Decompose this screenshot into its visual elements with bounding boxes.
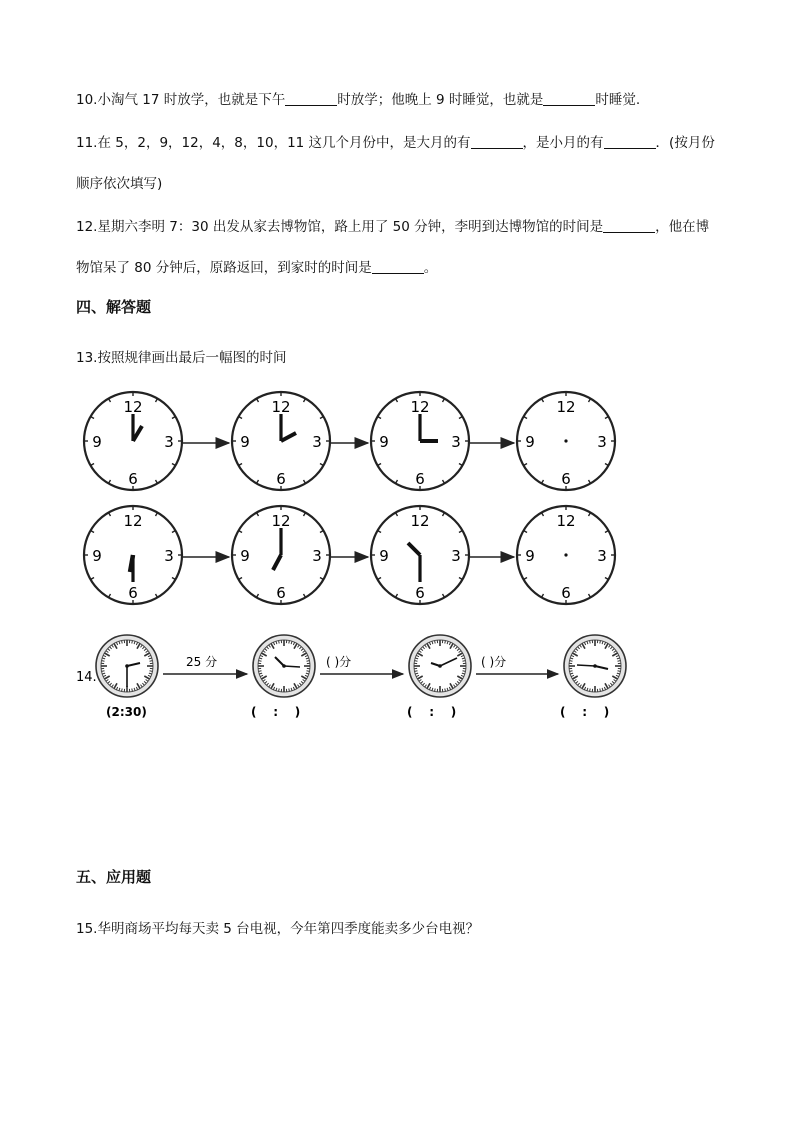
numeral-12: 12 [271,512,291,530]
numeral-3: 3 [451,433,461,451]
clock-tick [91,578,94,580]
clock-tick [102,661,105,662]
numeral-9: 9 [240,547,250,565]
small-clock-1 [96,635,158,697]
clock-tick [459,578,462,580]
section-4-heading: 四、解答题 [76,298,152,316]
hour-hand [130,555,133,572]
clock-tick [239,531,242,533]
clock-tick [156,399,158,402]
q11-blank-1[interactable] [471,134,523,149]
numeral-12: 12 [271,398,291,416]
clock-tick [445,641,446,644]
clock-tick [122,689,123,692]
clock-tick [570,671,573,672]
clock-tick [618,671,621,672]
clock-tick [257,399,259,402]
numeral-6: 6 [415,584,425,602]
clock-tick [259,671,262,672]
clock-tick [172,464,175,466]
section-5-heading: 五、应用题 [76,868,152,886]
clock-tick [590,641,591,644]
clock-tick [378,464,381,466]
time-blank-2[interactable]: ( : ) [251,705,301,719]
clock-tick [109,513,111,516]
clock-2-2 [232,506,330,604]
clock-tick [605,417,608,419]
clock-tick [542,399,544,402]
clock-tick [415,671,418,672]
clock-tick [590,689,591,692]
clock-2-3 [371,506,469,604]
numeral-6: 6 [561,470,571,488]
center-dot [564,553,567,556]
clock-tick [396,594,398,597]
center-dot [564,439,567,442]
clock-tick [320,578,323,580]
clock-tick [109,594,111,597]
q11-text-3: ．(按月份 [655,135,715,151]
clock-row-1 [84,392,615,490]
question-14-figure [0,632,794,722]
clock-tick [443,399,445,402]
numeral-9: 9 [525,433,535,451]
clock-tick [156,480,158,483]
numeral-9: 9 [379,433,389,451]
numeral-3: 3 [597,547,607,565]
clock-tick [91,417,94,419]
clock-tick [172,417,175,419]
clock-tick [91,531,94,533]
question-11 [76,131,715,151]
clock-tick [91,464,94,466]
question-14-number: 14. [76,670,97,685]
arrow-3-label: ( )分 [481,655,507,669]
numeral-12: 12 [123,398,143,416]
question-13: 13.按照规律画出最后一幅图的时间 [76,350,287,366]
clock-tick [570,661,573,662]
clock-tick [259,661,262,662]
numeral-6: 6 [128,470,138,488]
question-11-line-2: 顺序依次填写) [76,176,163,192]
clock-tick [524,417,527,419]
clock-tick [463,661,466,662]
clock-tick [600,641,601,644]
clock-1-2 [232,392,330,490]
clock-tick [289,689,290,692]
small-clock-3 [409,635,471,697]
numeral-12: 12 [410,398,430,416]
clock-tick [463,671,466,672]
q12-text-1: 12.星期六李明 7：30 出发从家去博物馆，路上用了 50 分钟，李明到达博物馆的时间是 [76,219,604,235]
clock-tick [396,480,398,483]
clock-tick [156,513,158,516]
clock-tick [445,689,446,692]
time-blank-3[interactable]: ( : ) [407,705,457,719]
clock-tick [132,689,133,692]
clock-tick [279,689,280,692]
clock-tick [605,464,608,466]
clock-tick [304,399,306,402]
clock-tick [459,531,462,533]
q10-text-1: 10.小淘气 17 时放学，也就是下午 [76,92,286,108]
clock-tick [524,531,527,533]
q11-text-2: ，是小月的有 [522,135,604,151]
q12-text-2: ，他在博 [655,219,710,235]
hour-hand [408,543,420,555]
clock-tick [396,399,398,402]
clock-tick [605,531,608,533]
numeral-12: 12 [123,512,143,530]
clock-tick [307,671,310,672]
clock-tick [320,417,323,419]
clock-tick [542,594,544,597]
clock-tick [443,513,445,516]
clock-tick [589,513,591,516]
question-12 [76,215,709,235]
clock-tick [150,661,153,662]
numeral-3: 3 [164,433,174,451]
clock-tick [443,480,445,483]
clock-1-1 [84,392,182,490]
q12-text-4: 。 [423,260,438,276]
small-clock-2 [253,635,315,697]
clock-tick [304,480,306,483]
minute-hand [577,665,595,666]
clock-tick [589,399,591,402]
clock-tick [239,417,242,419]
q10-text-3: 时睡觉. [595,92,641,108]
numeral-3: 3 [451,547,461,565]
clock-tick [172,531,175,533]
clock-tick [279,641,280,644]
q11-blank-2[interactable] [604,134,656,149]
numeral-12: 12 [556,512,576,530]
q10-text-2: 时放学；他晚上 9 时睡觉，也就是 [337,92,544,108]
clock-tick [172,578,175,580]
clock-tick [289,641,290,644]
clock-tick [320,531,323,533]
clock-tick [378,578,381,580]
arrow-2-label: ( )分 [326,655,352,669]
clock-tick [239,464,242,466]
numeral-3: 3 [312,547,322,565]
clock-tick [443,594,445,597]
arrow-1-label: 25 分 [186,655,218,669]
clock-tick [132,641,133,644]
q12-text-3: 物馆呆了 80 分钟后，原路返回，到家时的时间是 [76,260,372,276]
numeral-9: 9 [379,547,389,565]
clock-tick [542,480,544,483]
clock-tick [415,661,418,662]
q11-text-1: 11.在 5，2，9，12，4，8，10，11 这几个月份中，是大月的有 [76,135,471,151]
clock-2-4-blank[interactable] [517,506,615,604]
clock-tick [605,578,608,580]
numeral-6: 6 [276,470,286,488]
numeral-12: 12 [556,398,576,416]
numeral-12: 12 [410,512,430,530]
clock-tick [102,671,105,672]
clock-tick [459,464,462,466]
clock-tick [320,464,323,466]
clock-tick [156,594,158,597]
clock-tick [150,671,153,672]
q10-blank-1[interactable] [285,91,337,106]
clock-tick [589,594,591,597]
clock-tick [257,480,259,483]
numeral-6: 6 [128,584,138,602]
clock-tick [122,641,123,644]
clock-tick [589,480,591,483]
clock-tick [524,578,527,580]
hour-hand [273,555,281,570]
numeral-9: 9 [92,433,102,451]
clock-tick [435,641,436,644]
clock-pattern-figure [0,382,794,612]
clock-tick [304,513,306,516]
time-label-1: (2:30) [106,705,147,719]
clock-1-4-blank[interactable] [517,392,615,490]
clock-1-3 [371,392,469,490]
clock-tick [459,417,462,419]
numeral-6: 6 [276,584,286,602]
clock-tick [396,513,398,516]
hour-hand [281,433,296,441]
numeral-3: 3 [597,433,607,451]
numeral-6: 6 [415,470,425,488]
clock-tick [109,399,111,402]
small-clock-4 [564,635,626,697]
numeral-9: 9 [240,433,250,451]
numeral-3: 3 [164,547,174,565]
clock-2-1 [84,506,182,604]
question-12-line-2 [76,256,437,276]
time-blank-4[interactable]: ( : ) [560,705,610,719]
clock-row-2 [84,506,615,604]
question-15: 15.华明商场平均每天卖 5 台电视，今年第四季度能卖多少台电视？ [76,921,480,937]
numeral-9: 9 [92,547,102,565]
q10-blank-2[interactable] [543,91,595,106]
numeral-6: 6 [561,584,571,602]
clock-tick [304,594,306,597]
clock-tick [600,689,601,692]
minute-hand [284,666,300,667]
clock-tick [307,661,310,662]
clock-tick [378,417,381,419]
clock-tick [542,513,544,516]
clock-tick [239,578,242,580]
clock-tick [109,480,111,483]
numeral-9: 9 [525,547,535,565]
numeral-3: 3 [312,433,322,451]
clock-tick [257,513,259,516]
q12-blank-2[interactable] [372,259,424,274]
clock-tick [524,464,527,466]
clock-tick [378,531,381,533]
clock-tick [257,594,259,597]
clock-tick [618,661,621,662]
clock-tick [435,689,436,692]
question-10 [76,88,640,108]
q12-blank-1[interactable] [603,218,655,233]
